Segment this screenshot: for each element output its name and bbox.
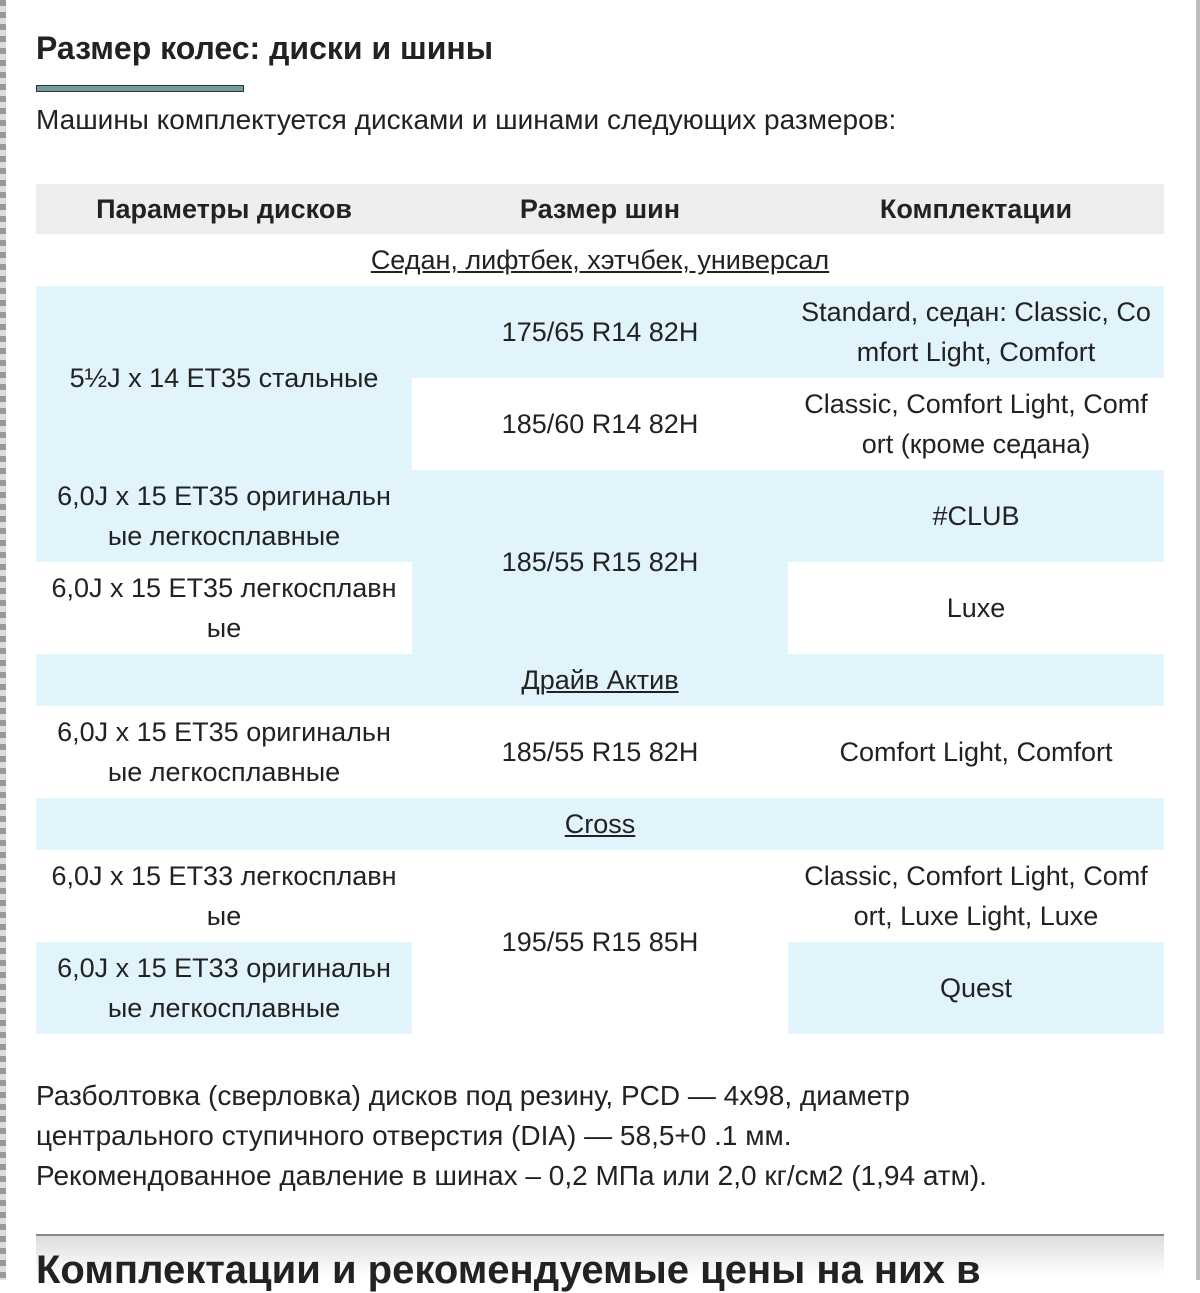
table-cell: 6,0J x 15 ET33 легкосплавные xyxy=(51,861,397,931)
section-link[interactable]: Cross xyxy=(564,809,636,839)
table-cell: 185/60 R14 82H xyxy=(501,409,699,439)
table-cell: Standard, седан: Classic, Comfort Light, Comfort xyxy=(788,286,1164,378)
table-cell: Classic, Comfort Light, Comfort, Luxe Light, Luxe xyxy=(804,861,1148,931)
header-cell: Комплектации xyxy=(788,184,1164,234)
table-row xyxy=(36,470,1164,562)
table-row xyxy=(36,286,1164,378)
page-edge-right xyxy=(1196,0,1200,1280)
table-cell: Quest xyxy=(788,942,1164,1034)
title-underline xyxy=(36,85,244,92)
section-title: Размер колес: диски и шины xyxy=(36,30,494,66)
table-cell: 175/65 R14 82H xyxy=(412,286,788,378)
header-cell: Параметры дисков xyxy=(36,184,412,234)
section-row xyxy=(36,234,1164,286)
note-line: Разболтовка (сверловка) дисков под резину, PCD — 4x98, диаметр xyxy=(36,1080,910,1111)
intro-text: Машины комплектуется дисками и шинами следующих размеров: xyxy=(36,104,897,135)
note-line: центрального ступичного отверстия (DIA) — 58,5+0 .1 мм. xyxy=(36,1120,792,1151)
table-header xyxy=(36,184,1164,234)
section-link[interactable]: Драйв Актив xyxy=(521,665,679,695)
wheel-size-table xyxy=(36,184,1164,1034)
table-cell: Comfort Light, Comfort xyxy=(839,737,1113,767)
table-cell: 6,0J x 15 ET33 оригинальные легкосплавные xyxy=(36,942,412,1034)
table-cell: 6,0J x 15 ET35 оригинальные легкосплавные xyxy=(36,470,412,562)
table-cell: 5½J x 14 ET35 стальные xyxy=(36,286,412,470)
note-line: Рекомендованное давление в шинах – 0,2 МПа или 2,0 кг/см2 (1,94 атм). xyxy=(36,1160,987,1191)
table-row xyxy=(36,850,1164,942)
next-section-heading: Комплектации и рекомендуемые цены на них в xyxy=(36,1248,981,1292)
table-cell: Classic, Comfort Light, Comfort (кроме седана) xyxy=(804,389,1148,459)
table-cell: 6,0J x 15 ET35 оригинальные легкосплавные xyxy=(57,717,391,787)
table-cell: 185/55 R15 82H xyxy=(412,470,788,654)
section-link[interactable]: Седан, лифтбек, хэтчбек, универсал xyxy=(370,245,830,275)
section-row xyxy=(36,798,1164,850)
header-cell: Размер шин xyxy=(412,184,788,234)
section-row xyxy=(36,654,1164,706)
table-cell: 185/55 R15 82H xyxy=(501,737,699,767)
table-row xyxy=(36,706,1164,798)
table-cell: #CLUB xyxy=(788,470,1164,562)
notes-paragraph xyxy=(36,1076,987,1196)
table-cell: 195/55 R15 85H xyxy=(501,927,699,957)
table-cell: 6,0J x 15 ET35 легкосплавные xyxy=(51,573,397,643)
page-edge xyxy=(0,0,6,1280)
table-cell: Luxe xyxy=(946,593,1006,623)
